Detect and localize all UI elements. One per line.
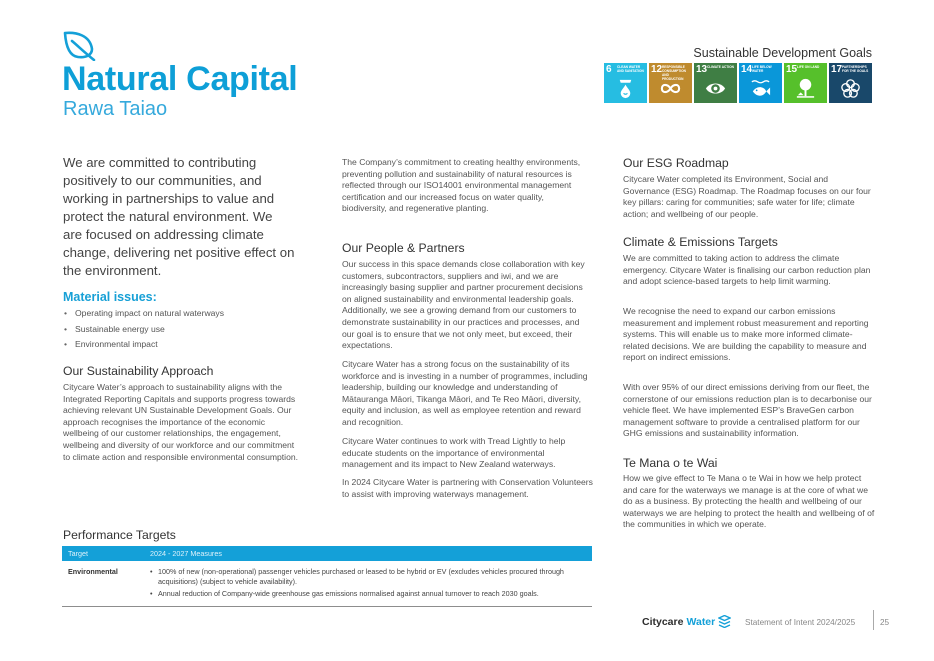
sdg-label: LIFE BELOW WATER bbox=[752, 65, 772, 73]
logo-text-part1: Citycare bbox=[642, 615, 684, 628]
material-issues-list bbox=[63, 306, 224, 353]
measures-list bbox=[150, 567, 586, 599]
sdg-number: 12 bbox=[651, 64, 663, 75]
table-row bbox=[62, 561, 592, 606]
material-issues-heading: Material issues: bbox=[63, 290, 157, 304]
measures-cell bbox=[144, 561, 592, 606]
column-header-measures: 2024 - 2027 Measures bbox=[144, 546, 592, 561]
sdg-number: 6 bbox=[606, 64, 612, 75]
document-title: Statement of Intent 2024/2025 bbox=[745, 618, 856, 627]
sustainability-approach-text: Citycare Water’s approach to sustainability aligns with the Integrated Reporting Capitals and supports progress towards achieving relevant UN Sustainable Development Goals. Our approach recognises the importance of the economic wellbeing of our customer relationships, the engagement, wellbeing and diversity of our workforce and our commitment to climate action and responsible environmental consumption. bbox=[63, 382, 299, 462]
sdg-label: CLIMATE ACTION bbox=[707, 65, 734, 69]
te-mana-text: How we give effect to Te Mana o te Wai in how we help protect and care for the waterways we manage is at the core of what we do as a business. By protecting the health and wellbeing of our waterways we are helping to protect the health and wellbeing of of the communities in which we operate. bbox=[623, 473, 875, 530]
sdg-tile-13 bbox=[694, 63, 737, 103]
sdg-label: LIFE ON LAND bbox=[797, 65, 820, 69]
sustainability-approach-heading: Our Sustainability Approach bbox=[63, 364, 214, 378]
list-item: • 100% of new (non-operational) passenger vehicles purchased or leased to be hybrid or EV (excludes vehicles procured through acquisitions) (subject to vehicle availability). bbox=[150, 567, 586, 586]
sdg-tile-15 bbox=[784, 63, 827, 103]
column-header-target: Target bbox=[62, 546, 144, 561]
tree-icon bbox=[794, 77, 817, 100]
sdg-tile-6 bbox=[604, 63, 647, 103]
citycare-water-logo bbox=[642, 615, 731, 628]
sdg-number: 14 bbox=[741, 64, 753, 75]
performance-targets-table bbox=[62, 546, 592, 607]
logo-mark-icon bbox=[718, 615, 731, 628]
sdg-tile-14 bbox=[739, 63, 782, 103]
eye-globe-icon bbox=[704, 77, 727, 100]
page-subtitle: Rawa Taiao bbox=[63, 98, 168, 120]
logo-text-part2: Water bbox=[686, 615, 716, 628]
climate-targets-heading: Climate & Emissions Targets bbox=[623, 235, 778, 249]
performance-targets-heading: Performance Targets bbox=[63, 528, 176, 542]
sdg-tiles bbox=[604, 63, 872, 103]
commitment-paragraph: The Company’s commitment to creating healthy environments, preventing pollution and sustainability of natural resources is reflected through our ISO14001 environmental management certification and our increased focus on water quality, biodiversity, and regenerative planting. bbox=[342, 157, 581, 214]
people-partners-paragraph-4: In 2024 Citycare Water is partnering with Conservation Volunteers to assist with improving waterways management. bbox=[342, 477, 593, 499]
sdg-label: RESPONSIBLE CONSUMPTION AND PRODUCTION bbox=[662, 65, 686, 81]
sdg-label: CLEAN WATER AND SANITATION bbox=[617, 65, 644, 73]
esg-roadmap-heading: Our ESG Roadmap bbox=[623, 156, 729, 170]
people-partners-paragraph-3: Citycare Water continues to work with Tread Lightly to help educate students on the importance of environmental management and its impact to New Zealand waterways. bbox=[342, 436, 566, 470]
sdg-tile-17 bbox=[829, 63, 872, 103]
climate-targets-paragraph-1: We are committed to taking action to address the climate emergency. Citycare Water is finalising our carbon reduction plan and adopt science-based targets to help limit warming. bbox=[623, 253, 871, 287]
sdg-number: 13 bbox=[696, 64, 708, 75]
people-partners-paragraph-2: Citycare Water has a strong focus on the sustainability of its workforce and is investing in a number of programmes, including leadership, building our knowledge and understanding of Mātauranga Māori, Tikanga Māori, and Te Reo Māori, diversity, equity and inclusion, as well as employee retention and reward and recognition. bbox=[342, 359, 588, 427]
sdg-label: PARTNERSHIPS FOR THE GOALS bbox=[842, 65, 869, 73]
row-label: Environmental bbox=[62, 561, 144, 606]
footer-divider bbox=[873, 610, 874, 630]
list-item: • Environmental impact bbox=[63, 337, 224, 353]
fish-icon bbox=[749, 77, 772, 100]
leaf-icon bbox=[62, 29, 96, 61]
infinity-icon bbox=[659, 77, 682, 100]
page-title: Natural Capital bbox=[62, 60, 298, 98]
sdg-number: 17 bbox=[831, 64, 843, 75]
list-item: • Annual reduction of Company-wide greenhouse gas emissions normalised against annual turnover to reach 2030 goals. bbox=[150, 589, 586, 599]
sdg-heading: Sustainable Development Goals bbox=[693, 46, 872, 60]
rings-icon bbox=[839, 77, 862, 100]
list-item: • Operating impact on natural waterways bbox=[63, 306, 224, 322]
people-partners-paragraph-1: Our success in this space demands close collaboration with key customers, subcontractors, suppliers and iwi, and we are increasingly basing supplier and partner procurement decisions on aligned sustainability and environmental leadership goals. Additionally, we see a growing demand from our customers to demonstrate sustainability in our practices and processes, and our goal is to ensure that we not only meet, but exceed, their expectations. bbox=[342, 259, 585, 351]
page-number: 25 bbox=[880, 618, 890, 627]
list-item: • Sustainable energy use bbox=[63, 322, 224, 338]
sdg-number: 15 bbox=[786, 64, 798, 75]
people-partners-heading: Our People & Partners bbox=[342, 241, 465, 255]
esg-roadmap-text: Citycare Water completed its Environment, Social and Governance (ESG) Roadmap. The Roadmap focuses on our four key pillars: caring for communities; safe water for life; climate action; and wellbeing of our people. bbox=[623, 174, 871, 219]
water-drop-icon bbox=[614, 77, 637, 100]
table-header-row bbox=[62, 546, 592, 561]
sdg-tile-12 bbox=[649, 63, 692, 103]
te-mana-heading: Te Mana o te Wai bbox=[623, 456, 718, 470]
climate-targets-paragraph-2: We recognise the need to expand our carbon emissions measurement and implement robust measurement and reporting systems. This will enable us to make more informed climate-related decisions. We are building the capability to measure and report on indirect emissions. bbox=[623, 306, 869, 363]
climate-targets-paragraph-3: With over 95% of our direct emissions deriving from our fleet, the cornerstone of our emissions reduction plan is to decarbonise our vehicle fleet. We have implemented ESP’s BraveGen carbon management software to provide a centralised platform for our GHG emissions and sustainability information. bbox=[623, 382, 872, 439]
intro-text: We are committed to contributing positively to our communities, and working in partnerships to value and protect the natural environment. We are focused on addressing climate change, delivering net positive effect on the environment. bbox=[63, 155, 295, 278]
